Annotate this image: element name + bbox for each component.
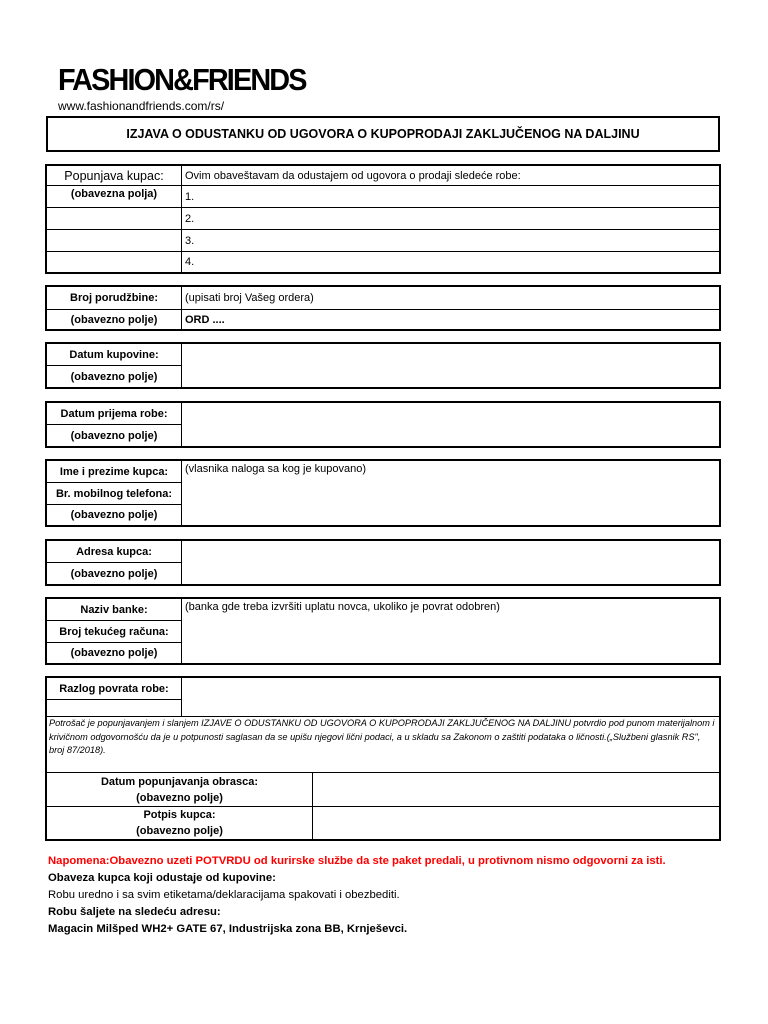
reason-field[interactable] <box>182 678 720 717</box>
goods-empty-cell <box>47 230 182 252</box>
fill-date-label: Datum popunjavanja obrasca: <box>100 775 259 788</box>
reason-empty-cell <box>47 700 182 717</box>
receipt-date-required-note: (obavezno polje) <box>47 425 182 447</box>
shipping-address: Magacin Milšped WH2+ GATE 67, Industrijska zona BB, Krnješevci. <box>48 923 408 935</box>
address-label: Adresa kupca: <box>47 541 182 563</box>
buyer-section <box>46 460 720 526</box>
logo-right: FRIENDS <box>192 62 306 97</box>
signature-field[interactable] <box>313 807 720 840</box>
signature-required-note: (obavezno polje) <box>136 825 223 837</box>
bank-required-note: (obavezno polje) <box>47 643 182 664</box>
buyer-required-note: (obavezno polje) <box>47 505 182 526</box>
address-required-note: (obavezno polje) <box>47 563 182 585</box>
signature-label-cell <box>47 807 313 840</box>
fill-date-label-cell <box>47 773 313 807</box>
goods-item-3[interactable]: 3. <box>182 230 720 252</box>
bank-info-field[interactable] <box>182 599 720 664</box>
buyer-phone-label: Br. mobilnog telefona: <box>47 483 182 505</box>
buyer-duty-title: Obaveza kupca koji odustaje od kupovine: <box>48 872 276 884</box>
logo-left: FASHION <box>58 62 174 97</box>
brand-logo <box>58 62 306 98</box>
receipt-date-label: Datum prijema robe: <box>47 403 182 425</box>
goods-empty-cell <box>47 208 182 230</box>
form-title: IZJAVA O ODUSTANKU OD UGOVORA O KUPOPRODAJI ZAKLJUČENOG NA DALJINU <box>46 116 720 152</box>
order-section <box>46 286 720 330</box>
order-required-note: (obavezno polje) <box>47 310 182 330</box>
address-section <box>46 540 720 585</box>
goods-required-note: (obavezna polja) <box>47 186 182 208</box>
buyer-hint: (vlasnika naloga sa kog je kupovano) <box>185 463 367 475</box>
receipt-date-field[interactable] <box>182 403 720 447</box>
website-link[interactable]: www.fashionandfriends.com/rs/ <box>58 99 225 113</box>
buyer-info-field[interactable] <box>182 461 720 526</box>
order-hint: (upisati broj Vašeg ordera) <box>182 287 720 310</box>
reason-section <box>46 677 720 840</box>
purchase-date-section <box>46 343 720 388</box>
receipt-date-section <box>46 402 720 447</box>
goods-item-4[interactable]: 4. <box>182 252 720 273</box>
courier-note: Napomena:Obavezno uzeti POTVRDU od kurirske službe da ste paket predali, u protivnom nismo odgovorni za isti. <box>48 855 666 867</box>
order-number-field[interactable]: ORD .... <box>182 310 720 330</box>
logo-ampersand: & <box>173 62 193 97</box>
reason-label: Razlog povrata robe: <box>47 678 182 700</box>
bank-name-label: Naziv banke: <box>47 599 182 621</box>
buyer-name-label: Ime i prezime kupca: <box>47 461 182 483</box>
purchase-date-label: Datum kupovine: <box>47 344 182 366</box>
bank-hint: (banka gde treba izvršiti uplatu novca, ukoliko je povrat odobren) <box>185 601 500 613</box>
purchase-date-field[interactable] <box>182 344 720 388</box>
goods-section <box>46 165 720 273</box>
goods-item-2[interactable]: 2. <box>182 208 720 230</box>
buyer-duty-text: Robu uredno i sa svim etiketama/deklaracijama spakovati i obezbediti. <box>48 889 400 901</box>
bank-section <box>46 598 720 664</box>
goods-intro: Ovim obaveštavam da odustajem od ugovora o prodaji sledeće robe: <box>182 166 720 186</box>
footer-notes <box>48 853 666 938</box>
fill-date-required-note: (obavezno polje) <box>136 791 223 804</box>
goods-label: Popunjava kupac: <box>47 166 182 186</box>
purchase-date-required-note: (obavezno polje) <box>47 366 182 388</box>
signature-label: Potpis kupca: <box>143 809 216 821</box>
fill-date-field[interactable] <box>313 773 720 807</box>
address-field[interactable] <box>182 541 720 585</box>
goods-item-1[interactable]: 1. <box>182 186 720 208</box>
bank-account-label: Broj tekućeg računa: <box>47 621 182 643</box>
goods-empty-cell <box>47 252 182 273</box>
legal-consent-text: Potrošač je popunjavanjem i slanjem IZJAVE O ODUSTANKU OD UGOVORA O KUPOPRODAJI ZAKLJUČENOG NA DALJINU potvrdio pod punom materijalnom i krivičnom odgovornošću da je u potpunosti saglasan da se upišu njegovi lični podaci, a u skladu sa Zakonom o zaštiti podataka o ličnosti.(„Službeni glasnik RS", broj 87/2018). <box>47 717 720 773</box>
order-label: Broj porudžbine: <box>47 287 182 310</box>
shipping-title: Robu šaljete na sledeću adresu: <box>48 906 221 918</box>
